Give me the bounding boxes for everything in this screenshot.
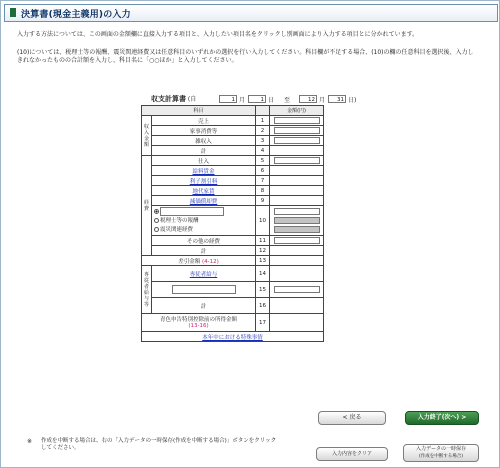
header-no — [256, 106, 270, 116]
option-disaster — [154, 226, 253, 235]
save-note-text: 作成を中断する場合は、右の「入力データの一時保存(作成を中断する場合)」ボタンをクリックしてください。 — [41, 438, 277, 451]
amount-input-other-expense[interactable] — [274, 237, 320, 244]
row-label-income-total: 計 — [152, 146, 256, 156]
income-statement-table — [141, 105, 324, 342]
header-amount: 金額(円) — [270, 106, 324, 116]
custom-item-input[interactable] — [160, 207, 224, 216]
table-row — [142, 266, 324, 282]
to-month-label: 月 — [319, 97, 326, 104]
link-interest[interactable]: 利子割引料 — [189, 178, 218, 185]
table-row — [142, 332, 324, 342]
row-label-expense-total: 計 — [152, 246, 256, 256]
table-row — [142, 256, 324, 266]
link-special-circumstances[interactable]: 本年中における特殊事情 — [202, 334, 263, 341]
option-disaster-label: 震災関連経費 — [160, 226, 194, 233]
amount-input-misc-income[interactable] — [274, 137, 320, 144]
row-sub-pre-deduction: (13-16) — [188, 322, 209, 329]
row-label-other-expense: その他の経費 — [152, 236, 256, 246]
title-marker-icon — [10, 8, 16, 17]
row-no: 16 — [256, 298, 270, 314]
row-label-purchases: 仕入 — [152, 156, 256, 166]
category-income: 収入金額 — [142, 116, 152, 156]
amount-family-salary — [270, 266, 324, 282]
note-mark: ※ — [27, 438, 33, 445]
amount-interest — [270, 176, 324, 186]
amount-depreciation — [270, 196, 324, 206]
option-custom — [154, 207, 253, 217]
salary-custom-input[interactable] — [172, 285, 236, 294]
to-label: 至 — [284, 97, 291, 104]
from-day-label: 日 — [268, 97, 275, 104]
amount-disaster-disabled — [274, 226, 320, 233]
row-no: 14 — [256, 266, 270, 282]
row-label-household: 家事消費等 — [152, 126, 256, 136]
row-label-pre-deduction-income: 青色申告特別控除前の所得金額 — [160, 316, 238, 323]
amount-pre-deduction-income — [270, 314, 324, 332]
amount-difference — [270, 256, 324, 266]
intro-text-2: (10)については、税理士等の報酬、震災関連経費又は任意科目のいずれかの選択を行い入力してください。科目欄が不足する場合、(10)の欄の任意科目を選択後、入力しきれなかったものの合計額を入力し、科目名に「○○ほか」と入力してください。 — [17, 49, 474, 64]
table-row — [142, 206, 324, 236]
table-row — [142, 136, 324, 146]
row-no: 5 — [256, 156, 270, 166]
row-no: 11 — [256, 236, 270, 246]
category-salary: 専従者給与等 — [142, 266, 152, 314]
row-no: 7 — [256, 176, 270, 186]
amount-income-total — [270, 146, 324, 156]
amount-wages — [270, 166, 324, 176]
radio-custom[interactable] — [154, 209, 159, 214]
clear-input-button[interactable]: 入力内容をクリア — [316, 447, 388, 461]
amount-input-salary-custom[interactable] — [274, 286, 320, 293]
row-no: 17 — [256, 314, 270, 332]
link-wages[interactable]: 給料賃金 — [192, 168, 215, 175]
link-rent[interactable]: 地代家賃 — [192, 188, 215, 195]
from-day-input[interactable]: 1 — [248, 95, 266, 103]
header-item: 科目 — [142, 106, 256, 116]
temporary-save-sub-label: (作成を中断する場合) — [418, 454, 463, 459]
row-label-sales: 売上 — [152, 116, 256, 126]
table-row — [142, 186, 324, 196]
row-no: 15 — [256, 282, 270, 298]
page-title: 決算書(現金主義用)の入力 — [21, 10, 131, 20]
amount-rent — [270, 186, 324, 196]
table-row — [142, 126, 324, 136]
table-row — [142, 236, 324, 246]
radio-tax-fee[interactable] — [154, 218, 159, 223]
to-month-input[interactable]: 12 — [299, 95, 317, 103]
statement-heading: 収支計算書 (自 — [151, 95, 197, 103]
radio-disaster[interactable] — [154, 227, 159, 232]
to-day-input[interactable]: 31 — [328, 95, 346, 103]
category-expense: 経費 — [142, 156, 152, 256]
table-row — [142, 196, 324, 206]
row-label-salary-total: 計 — [152, 298, 256, 314]
table-row — [142, 176, 324, 186]
table-row — [142, 156, 324, 166]
table-row — [142, 146, 324, 156]
row-no: 1 — [256, 116, 270, 126]
link-family-salary[interactable]: 専従者給与 — [189, 271, 218, 278]
back-button[interactable]: < 戻る — [318, 411, 386, 425]
amount-salary-total — [270, 298, 324, 314]
table-row — [142, 166, 324, 176]
table-row — [142, 314, 324, 332]
amount-expense-total — [270, 246, 324, 256]
amount-input-sales[interactable] — [274, 117, 320, 124]
option-tax-fee — [154, 217, 253, 226]
row-no: 9 — [256, 196, 270, 206]
temporary-save-label: 入力データの一時保存 — [415, 446, 466, 452]
to-day-label: 日) — [348, 97, 357, 104]
amount-input-household[interactable] — [274, 127, 320, 134]
row-sub-difference: (4-12) — [202, 258, 219, 265]
table-header-row — [142, 106, 324, 116]
row-no: 12 — [256, 246, 270, 256]
row-label-misc-income: 雑収入 — [152, 136, 256, 146]
row-no: 3 — [256, 136, 270, 146]
table-row — [142, 282, 324, 298]
table-row — [142, 298, 324, 314]
temporary-save-button[interactable] — [403, 444, 479, 462]
row-no: 10 — [256, 206, 270, 236]
row-no: 4 — [256, 146, 270, 156]
table-row — [142, 116, 324, 126]
link-depreciation[interactable]: 減価償却費 — [189, 198, 218, 205]
finish-input-next-button[interactable]: 入力終了(次へ) > — [405, 411, 479, 425]
amount-tax-fee-disabled — [274, 217, 320, 224]
row-label-difference: 差引金額 — [178, 258, 201, 265]
intro-text-1: 入力する方法については、この画面の金額欄に直接入力する項目と、入力したい項目名をクリックし別画面により入力する項目とに分かれています。 — [17, 31, 419, 38]
from-month-label: 月 — [239, 97, 246, 104]
row-no: 2 — [256, 126, 270, 136]
from-month-input[interactable]: 1 — [219, 95, 237, 103]
title-bar — [4, 4, 498, 22]
table-row — [142, 246, 324, 256]
row-no: 8 — [256, 186, 270, 196]
option-tax-fee-label: 税理士等の報酬 — [160, 217, 199, 224]
amount-input-purchases[interactable] — [274, 157, 320, 164]
row-no: 13 — [256, 256, 270, 266]
row-no: 6 — [256, 166, 270, 176]
amount-input-custom[interactable] — [274, 208, 320, 215]
